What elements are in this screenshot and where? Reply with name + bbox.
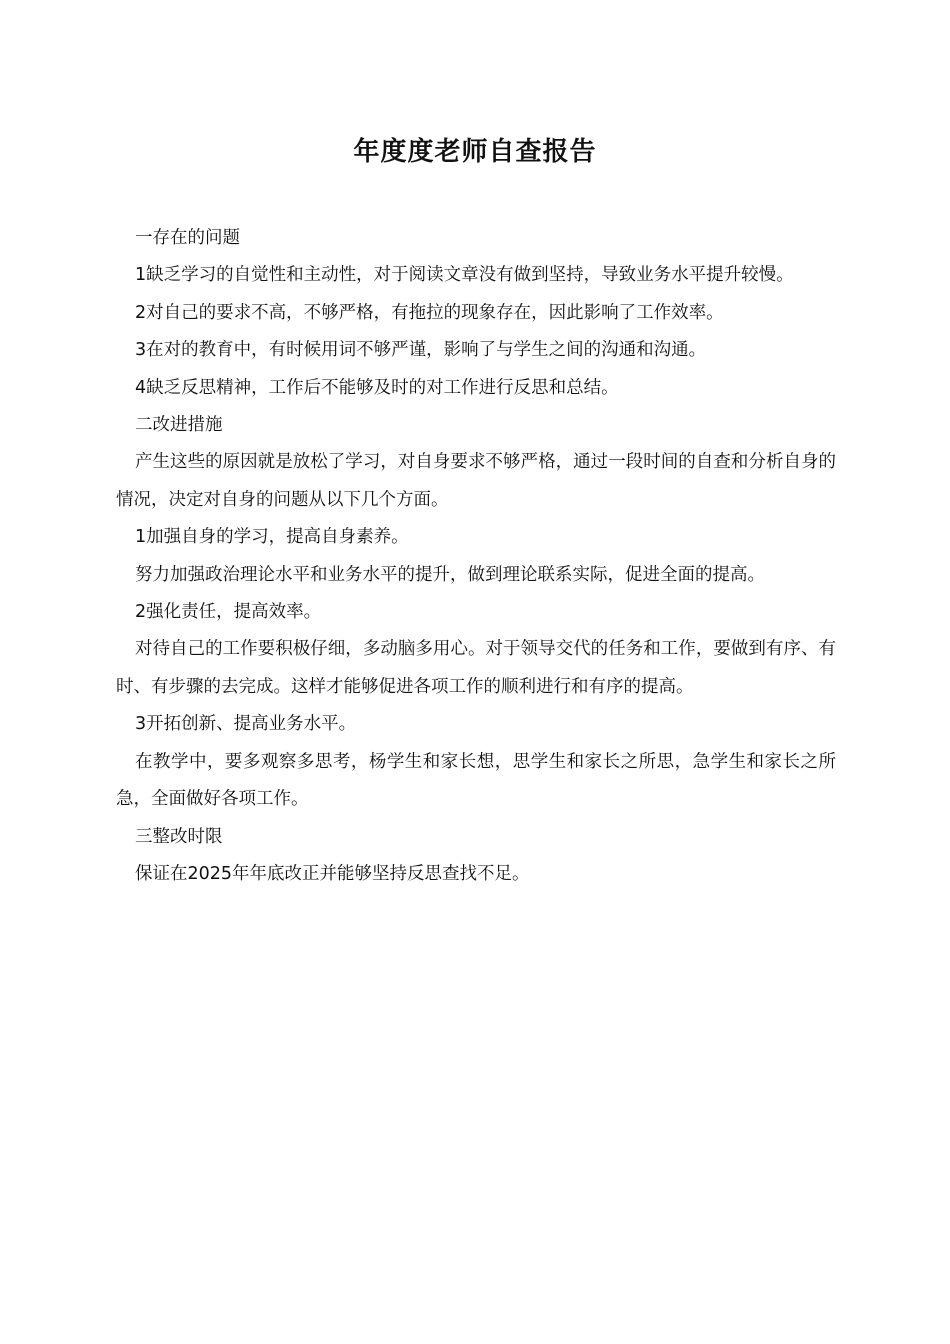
paragraph-measure-1-heading: 1加强自身的学习，提高自身素养。: [135, 527, 409, 548]
paragraph-deadline: 保证在2025年年底改正并能够坚持反思查找不足。: [135, 863, 530, 884]
paragraph-problem-2: 2对自己的要求不高，不够严格，有拖拉的现象存在，因此影响了工作效率。: [135, 302, 724, 323]
section-heading-problems: 一存在的问题: [135, 228, 240, 248]
paragraph-measure-3-body: 在教学中，要多观察多思考，杨学生和家长想，思学生和家长之所思，急学生和家长之所急，全面做好各项工作。: [116, 751, 836, 810]
section-heading-deadline: 三整改时限: [135, 826, 223, 847]
paragraph-measures-intro: 产生这些的原因就是放松了学习，对自身要求不够严格，通过一段时间的自查和分析自身的情况，决定对自身的问题从以下几个方面。: [116, 452, 836, 510]
section-heading-measures: 二改进措施: [135, 415, 223, 436]
document-title: 年度度老师自查报告: [353, 137, 597, 167]
document-body: [116, 220, 836, 893]
paragraph-problem-4: 4缺乏反思精神，工作后不能够及时的对工作进行反思和总结。: [135, 377, 619, 398]
paragraph-measure-2-body: 对待自己的工作要积极仔细，多动脑多用心。对于领导交代的任务和工作，要做到有序、有时、有步骤的去完成。这样才能够促进各项工作的顺利进行和有序的提高。: [116, 639, 836, 697]
paragraph-measure-1-body: 努力加强政治理论水平和业务水平的提升，做到理论联系实际，促进全面的提高。: [135, 564, 765, 585]
paragraph-problem-3: 3在对的教育中，有时候用词不够严谨，影响了与学生之间的沟通和沟通。: [135, 340, 707, 361]
paragraph-measure-3-heading: 3开拓创新、提高业务水平。: [135, 714, 357, 735]
paragraph-measure-2-heading: 2强化责任，提高效率。: [135, 602, 322, 623]
paragraph-problem-1: 1缺乏学习的自觉性和主动性，对于阅读文章没有做到坚持，导致业务水平提升较慢。: [135, 265, 794, 286]
